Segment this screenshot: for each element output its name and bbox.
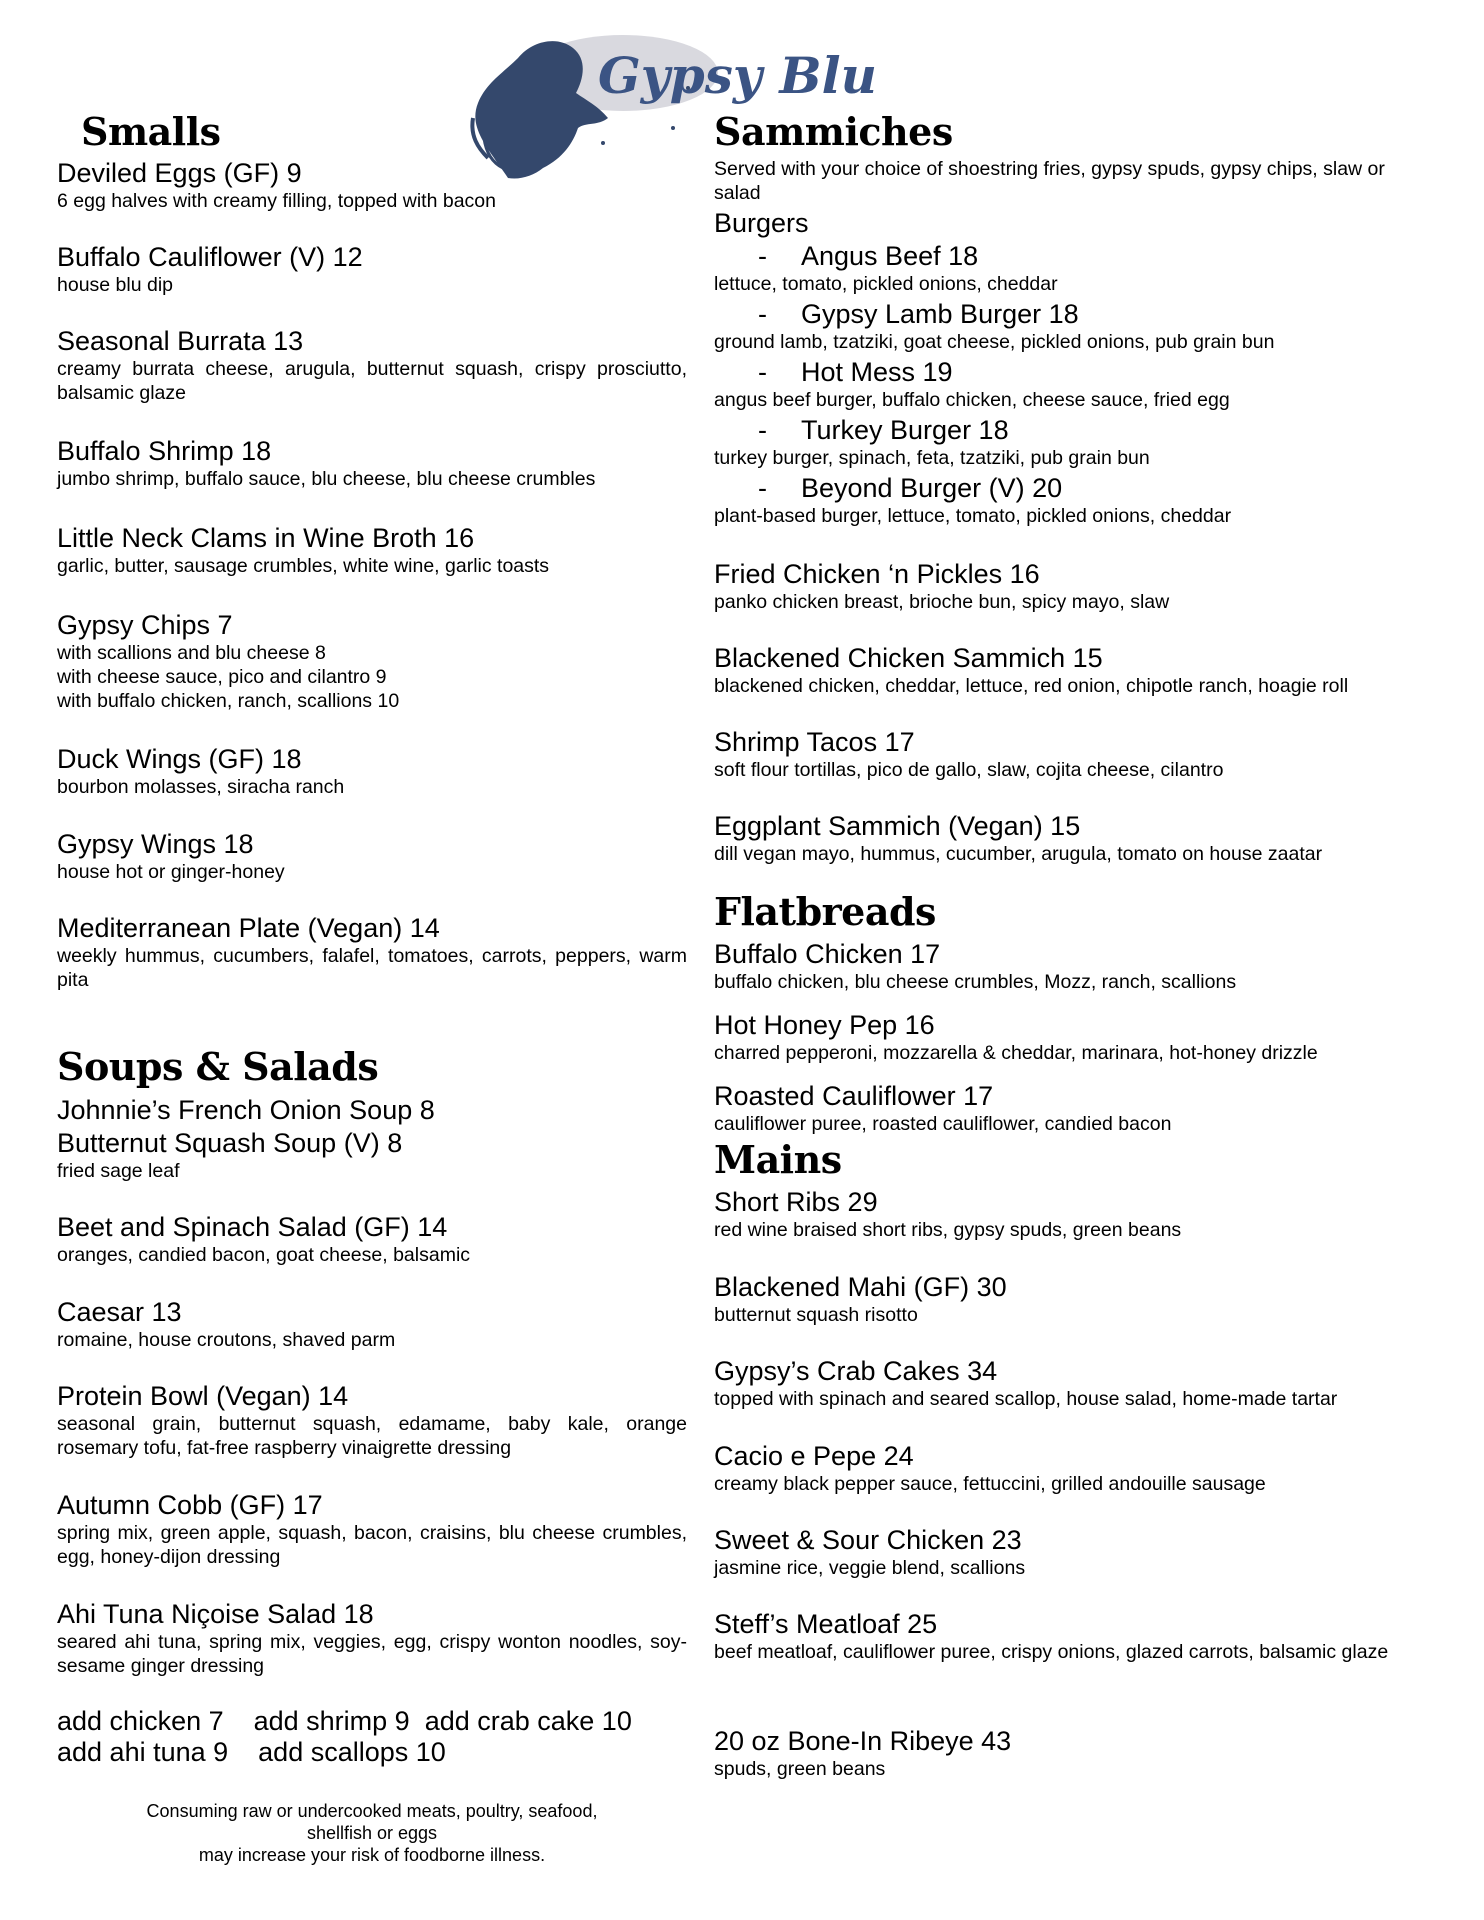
menu-item bbox=[714, 1271, 1434, 1327]
menu-item bbox=[57, 743, 687, 799]
addons bbox=[57, 1706, 687, 1768]
sammiches-heading: Sammiches bbox=[714, 109, 953, 154]
item-title: Short Ribs 29 bbox=[714, 1187, 878, 1217]
item-desc: seasonal grain, butternut squash, edamame, baby kale, orange rosemary tofu, fat-free raspberry vinaigrette dressing bbox=[57, 1413, 687, 1459]
menu-item bbox=[57, 1598, 687, 1678]
item-desc: creamy black pepper sauce, fettuccini, grilled andouille sausage bbox=[714, 1473, 1266, 1495]
item-title: Shrimp Tacos 17 bbox=[714, 727, 915, 757]
item-title: Little Neck Clams in Wine Broth 16 bbox=[57, 523, 475, 553]
menu-item bbox=[714, 1355, 1434, 1411]
menu-item bbox=[714, 1725, 1434, 1781]
item-desc: creamy burrata cheese, arugula, butternut squash, crispy prosciutto, balsamic glaze bbox=[57, 358, 687, 404]
item-desc: ground lamb, tzatziki, goat cheese, pickled onions, pub grain bun bbox=[714, 331, 1275, 353]
item-title: Buffalo Shrimp 18 bbox=[57, 436, 272, 466]
item-desc: butternut squash risotto bbox=[714, 1304, 918, 1326]
burger-item: - Hot Mess 19 angus beef burger, buffalo chicken, cheese sauce, fried egg bbox=[714, 356, 1434, 412]
burger-item: - Turkey Burger 18 turkey burger, spinach, feta, tzatziki, pub grain bun bbox=[714, 414, 1434, 470]
menu-item bbox=[714, 1186, 1434, 1242]
item-title: Johnnie’s French Onion Soup 8 bbox=[57, 1095, 435, 1125]
menu-item bbox=[57, 325, 687, 405]
item-desc: house blu dip bbox=[57, 274, 174, 296]
menu-item bbox=[57, 522, 687, 578]
logo-text-gypsy: Gypsy Blu bbox=[598, 46, 877, 105]
item-desc: garlic, butter, sausage crumbles, white wine, garlic toasts bbox=[57, 555, 550, 577]
item-desc: dill vegan mayo, hummus, cucumber, arugula, tomato on house zaatar bbox=[714, 843, 1323, 865]
item-desc: buffalo chicken, blu cheese crumbles, Mozz, ranch, scallions bbox=[714, 971, 1237, 993]
flatbreads-heading: Flatbreads bbox=[714, 889, 936, 934]
item-title: Hot Mess 19 bbox=[801, 357, 953, 387]
item-title: Turkey Burger 18 bbox=[801, 415, 1009, 445]
item-title: Gypsy Wings 18 bbox=[57, 829, 254, 859]
item-desc: spuds, green beans bbox=[714, 1758, 886, 1780]
menu-item bbox=[57, 1211, 687, 1267]
item-desc: plant-based burger, lettuce, tomato, pickled onions, cheddar bbox=[714, 505, 1232, 527]
burger-item: - Beyond Burger (V) 20 plant-based burger, lettuce, tomato, pickled onions, cheddar bbox=[714, 472, 1434, 528]
item-desc: panko chicken breast, brioche bun, spicy mayo, slaw bbox=[714, 591, 1170, 613]
item-desc: house hot or ginger-honey bbox=[57, 861, 285, 883]
item-title: Blackened Chicken Sammich 15 bbox=[714, 643, 1103, 673]
item-title: Gypsy Chips 7 bbox=[57, 610, 233, 640]
item-title: Fried Chicken ‘n Pickles 16 bbox=[714, 559, 1040, 589]
menu-item bbox=[714, 938, 1434, 994]
item-title: Protein Bowl (Vegan) 14 bbox=[57, 1381, 349, 1411]
item-desc: angus beef burger, buffalo chicken, cheese sauce, fried egg bbox=[714, 389, 1230, 411]
item-desc: topped with spinach and seared scallop, house salad, home-made tartar bbox=[714, 1388, 1338, 1410]
item-title: Eggplant Sammich (Vegan) 15 bbox=[714, 811, 1081, 841]
item-desc: red wine braised short ribs, gypsy spuds, green beans bbox=[714, 1219, 1182, 1241]
burgers-label: Burgers bbox=[714, 208, 809, 238]
item-desc: with buffalo chicken, ranch, scallions 10 bbox=[57, 690, 400, 712]
menu-item bbox=[714, 558, 1434, 614]
item-desc: turkey burger, spinach, feta, tzatziki, pub grain bun bbox=[714, 447, 1150, 469]
item-desc: blackened chicken, cheddar, lettuce, red onion, chipotle ranch, hoagie roll bbox=[714, 675, 1349, 697]
sammiches-intro: Served with your choice of shoestring fries, gypsy spuds, gypsy chips, slaw or salad bbox=[714, 158, 1385, 204]
item-desc: bourbon molasses, siracha ranch bbox=[57, 776, 345, 798]
item-title: Buffalo Chicken 17 bbox=[714, 939, 941, 969]
item-desc: cauliflower puree, roasted cauliflower, candied bacon bbox=[714, 1113, 1172, 1135]
item-title: Sweet & Sour Chicken 23 bbox=[714, 1525, 1022, 1555]
item-title: Beet and Spinach Salad (GF) 14 bbox=[57, 1212, 448, 1242]
menu-item bbox=[57, 157, 687, 213]
item-desc: with scallions and blu cheese 8 bbox=[57, 642, 326, 664]
foodborne-disclaimer bbox=[57, 1800, 687, 1866]
menu-item bbox=[714, 726, 1434, 782]
item-title: Gypsy’s Crab Cakes 34 bbox=[714, 1356, 998, 1386]
menu-item bbox=[57, 609, 687, 713]
item-title: Seasonal Burrata 13 bbox=[57, 326, 304, 356]
menu-item bbox=[714, 1440, 1434, 1496]
menu-item bbox=[57, 912, 687, 992]
item-title: Angus Beef 18 bbox=[801, 241, 979, 271]
menu-item bbox=[57, 1489, 687, 1569]
item-title: Blackened Mahi (GF) 30 bbox=[714, 1272, 1007, 1302]
menu-item bbox=[714, 1080, 1434, 1136]
item-title: Mediterranean Plate (Vegan) 14 bbox=[57, 913, 440, 943]
soups-heading: Soups & Salads bbox=[57, 1044, 379, 1089]
item-desc: charred pepperoni, mozzarella & cheddar, marinara, hot-honey drizzle bbox=[714, 1042, 1318, 1064]
disclaimer-line: Consuming raw or undercooked meats, poultry, seafood, bbox=[146, 1801, 598, 1821]
menu-item bbox=[714, 810, 1434, 866]
item-title: Roasted Cauliflower 17 bbox=[714, 1081, 994, 1111]
disclaimer-line: shellfish or eggs bbox=[306, 1823, 438, 1843]
menu-item bbox=[57, 1127, 687, 1183]
item-desc: fried sage leaf bbox=[57, 1160, 180, 1182]
item-title: Butternut Squash Soup (V) 8 bbox=[57, 1128, 403, 1158]
menu-item bbox=[57, 1380, 687, 1460]
addons-line: add ahi tuna 9 add scallops 10 bbox=[57, 1737, 446, 1767]
item-title: Hot Honey Pep 16 bbox=[714, 1010, 935, 1040]
smalls-heading: Smalls bbox=[81, 109, 221, 154]
item-desc: romaine, house croutons, shaved parm bbox=[57, 1329, 396, 1351]
menu-item bbox=[57, 435, 687, 491]
item-desc: beef meatloaf, cauliflower puree, crispy onions, glazed carrots, balsamic glaze bbox=[714, 1641, 1389, 1663]
item-desc: oranges, candied bacon, goat cheese, balsamic bbox=[57, 1244, 471, 1266]
item-desc: with cheese sauce, pico and cilantro 9 bbox=[57, 666, 387, 688]
menu-item bbox=[57, 828, 687, 884]
item-desc: soft flour tortillas, pico de gallo, slaw, cojita cheese, cilantro bbox=[714, 759, 1224, 781]
burger-item: - Gypsy Lamb Burger 18 ground lamb, tzatziki, goat cheese, pickled onions, pub grain bun bbox=[714, 298, 1434, 354]
menu-item bbox=[57, 1094, 687, 1126]
disclaimer-line: may increase your risk of foodborne illness. bbox=[198, 1845, 546, 1865]
menu-item bbox=[57, 241, 687, 297]
item-desc: jumbo shrimp, buffalo sauce, blu cheese, blu cheese crumbles bbox=[57, 468, 596, 490]
item-title: Buffalo Cauliflower (V) 12 bbox=[57, 242, 363, 272]
item-desc: jasmine rice, veggie blend, scallions bbox=[714, 1557, 1026, 1579]
menu-item bbox=[714, 1608, 1434, 1664]
item-desc: weekly hummus, cucumbers, falafel, tomatoes, carrots, peppers, warm pita bbox=[57, 945, 687, 991]
menu-item bbox=[714, 1524, 1434, 1580]
addons-line: add chicken 7 add shrimp 9 add crab cake 10 bbox=[57, 1706, 632, 1736]
item-title: Cacio e Pepe 24 bbox=[714, 1441, 914, 1471]
item-title: Gypsy Lamb Burger 18 bbox=[801, 299, 1079, 329]
item-desc: seared ahi tuna, spring mix, veggies, egg, crispy wonton noodles, soy-sesame ginger dressing bbox=[57, 1631, 687, 1677]
menu-item bbox=[714, 642, 1434, 698]
item-title: Deviled Eggs (GF) 9 bbox=[57, 158, 302, 188]
item-title: Ahi Tuna Niçoise Salad 18 bbox=[57, 1599, 374, 1629]
item-title: Caesar 13 bbox=[57, 1297, 182, 1327]
item-desc: 6 egg halves with creamy filling, topped with bacon bbox=[57, 190, 496, 212]
mains-heading: Mains bbox=[714, 1137, 842, 1182]
item-title: Autumn Cobb (GF) 17 bbox=[57, 1490, 323, 1520]
menu-item bbox=[714, 1009, 1434, 1065]
item-desc: lettuce, tomato, pickled onions, cheddar bbox=[714, 273, 1058, 295]
item-title: Beyond Burger (V) 20 bbox=[801, 473, 1063, 503]
menu-item bbox=[57, 1296, 687, 1352]
item-title: Steff’s Meatloaf 25 bbox=[714, 1609, 938, 1639]
item-title: 20 oz Bone-In Ribeye 43 bbox=[714, 1726, 1012, 1756]
item-title: Duck Wings (GF) 18 bbox=[57, 744, 302, 774]
item-desc: spring mix, green apple, squash, bacon, craisins, blu cheese crumbles, egg, honey-dijon dressing bbox=[57, 1522, 687, 1568]
burger-item: - Angus Beef 18 lettuce, tomato, pickled onions, cheddar bbox=[714, 240, 1434, 296]
